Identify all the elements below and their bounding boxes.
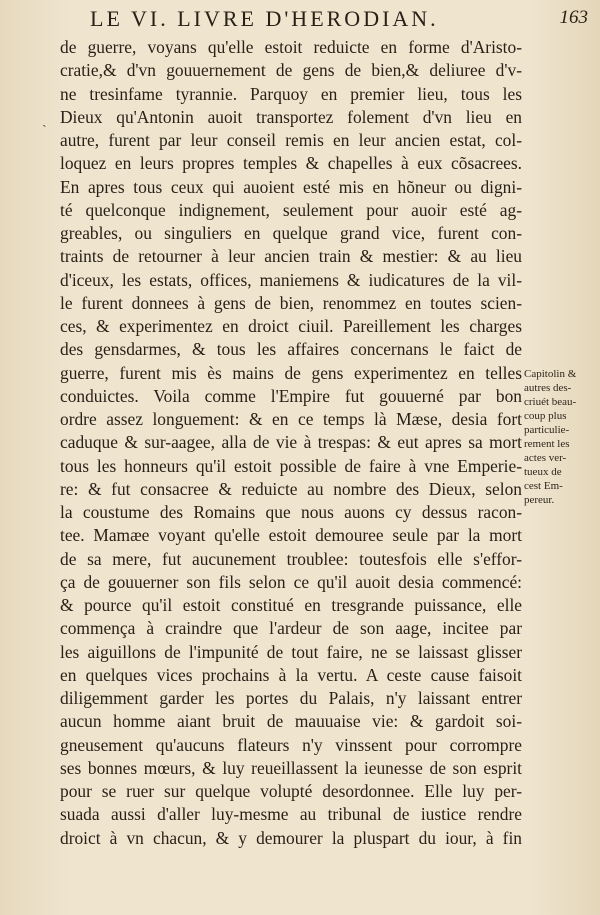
margin-note-line: coup plus	[524, 410, 567, 422]
text-line: tous les honneurs qu'il estoit possible de faire à vne Emperie-	[60, 455, 522, 476]
text-line: cratie,& d'vn gouuernement de gens de bien,& deliuree d'v-	[60, 60, 522, 81]
margin-note-line: criuét beau-	[524, 396, 577, 408]
text-line: caduque & sur-aagee, alla de vie à trespas: & eut apres sa mort	[60, 432, 522, 453]
text-line: traints de retourner à leur ancien train & mestier: & au lieu	[60, 246, 522, 267]
margin-note-line: tueux de	[524, 466, 562, 478]
text-line: ordre assez longuement: & en ce temps là Mæse, desia fort	[60, 409, 522, 429]
text-line: diligemment garder les portes du Palais, n'y laissant entrer	[60, 688, 522, 708]
running-title: LE VI. LIVRE D'HERODIAN.	[90, 6, 439, 31]
text-line: des gensdarmes, & tous les affaires concernans le faict de	[60, 339, 522, 360]
text-line: ses bonnes mœurs, & luy reueillassent la ieunesse de son esprit	[60, 757, 522, 778]
text-line: de sa mere, fut aucunement troublee: toutesfois elle s'effor-	[60, 548, 522, 569]
margin-mark: ˎ	[42, 113, 47, 128]
text-line: de guerre, voyans qu'elle estoit reduicte en forme d'Aristo-	[60, 37, 522, 57]
page-header	[90, 6, 588, 36]
text-line: loquez en leurs propres temples & chapelles à eux cõsacrees.	[60, 153, 522, 174]
margin-note-line: Capitolin &	[524, 368, 577, 380]
page-number: 163	[559, 7, 588, 28]
margin-note-line: cest Em-	[524, 480, 563, 492]
margin-note-line: particulie-	[524, 424, 570, 436]
text-line: les aiguillons de l'impunité de tout faire, ne se laissast glisser	[60, 641, 522, 662]
text-line: tee. Mamæe voyant qu'elle estoit demouree seule par la mort	[60, 525, 522, 546]
text-line: commença à craindre que l'ardeur de son aage, incitee par	[60, 618, 522, 639]
margin-note-line: rement les	[524, 438, 570, 450]
text-line: guerre, furent mis ès mains de gens experimentez en telles	[60, 362, 522, 383]
text-line: gneusement qu'aucuns flateurs n'y vinssent pour corrompre	[60, 734, 522, 755]
text-line: conduictes. Voila comme l'Empire fut gouuerné par bon	[60, 385, 522, 406]
text-line: Dieux qu'Antonin auoit transportez folement d'vn lieu en	[60, 106, 522, 127]
margin-note-line: actes ver-	[524, 452, 567, 464]
text-line: droict à vn chacun, & y demourer la pluspart du iour, à fin	[60, 827, 522, 848]
text-line: autre, furent par leur conseil remis en leur ancien estat, col-	[60, 130, 522, 150]
text-line: pour se ruer sur quelque volupté desordonnee. Elle luy per-	[60, 781, 522, 801]
text-line: & pource qu'il estoit constitué en tresgrande puissance, elle	[60, 595, 522, 615]
margin-note-line: autres des-	[524, 382, 572, 394]
text-line: En apres tous ceux qui auoient esté mis en hõneur ou digni-	[60, 176, 522, 197]
margin-note-line: pereur.	[524, 494, 555, 506]
text-line: aucun homme aiant bruit de mauuaise vie: & gardoit soi-	[60, 711, 522, 732]
text-line: ça de gouuerner son fils selon ce qu'il auoit desia commencé:	[60, 571, 522, 592]
margin-note	[524, 367, 598, 507]
text-line: d'iceux, les estats, offices, maniemens & iudicatures de la vil-	[60, 269, 522, 290]
text-line: greables, ou singuliers en quelque grand vice, furent con-	[60, 223, 522, 243]
text-line: té quelconque indignement, seulement pour auoir esté ag-	[60, 199, 522, 220]
text-line: re: & fut consacree & reduicte au nombre des Dieux, selon	[60, 478, 522, 499]
text-line: suada aussi d'aller luy-mesme au tribunal de iustice rendre	[60, 804, 522, 825]
text-line: le furent donnees à gens de bien, renommez en toutes scien-	[60, 292, 522, 313]
text-line: la coustume des Romains que nous auons cy dessus racon-	[60, 502, 522, 522]
body-text	[60, 36, 522, 850]
text-line: ne tresinfame tyrannie. Parquoy en premier lieu, tous les	[60, 83, 522, 104]
text-line: ces, & experimentez en droict ciuil. Pareillement les charges	[60, 316, 522, 336]
text-line: en quelques vices prochains à la vertu. A ceste cause faisoit	[60, 664, 522, 685]
